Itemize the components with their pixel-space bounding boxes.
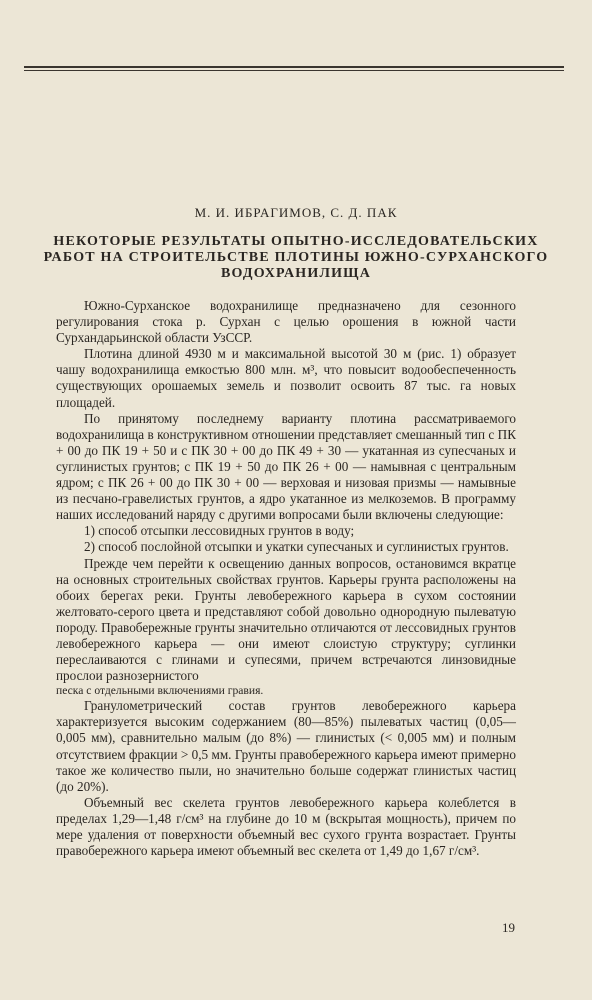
header-rule-thin: [24, 70, 564, 71]
header-rule: [24, 66, 564, 68]
paragraph-3: По принятому последнему варианту плотина рассматриваемого водохранилища в конструктивном отношении представляет смешанный тип с ПК + 00 до ПК 19 + 50 и с ПК 30 + 00 до ПК 49 + 30 — укатанная из супесчаных и суглинистых грунтов; с ПК 19 + 50 до ПК 26 + 00 — намывная с центральным ядром; с ПК 26 + 00 до ПК 30 + 00 — верховая и низовая призмы — намывные из песчано-гравелистых грунтов, а ядро укатанное из мелкоземов. В программу наших исследований наряду с другими вопросами были включены следующие:: [56, 410, 516, 523]
paragraph-4-small: песка с отдельными включениями гравия.: [56, 684, 264, 698]
authors: М. И. ИБРАГИМОВ, С. Д. ПАК: [194, 205, 398, 220]
page-number: 19: [502, 920, 515, 935]
title-line-2: РАБОТ НА СТРОИТЕЛЬСТВЕ ПЛОТИНЫ ЮЖНО-СУРХАНСКОГО: [43, 250, 549, 265]
list-item-2: 2) способ послойной отсыпки и укатки супесчаных и суглинистых грунтов.: [84, 539, 509, 555]
paragraph-4: Прежде чем перейти к освещению данных вопросов, остановимся вкратце на основных строительных свойствах грунтов. Карьеры грунта расположены на обоих берегах реки. Грунты левобережного карьера в сухом состоянии желтовато-серого цвета и представляют собой довольно однородную пылеватую породу. Правобережные грунты значительно отличаются от лессовидных грунтов левобережного карьера — они имеют слоистую структуру; суглинки переслаиваются с глинами и супесями, причем встречаются линзовидные прослои разнозернистого: [56, 555, 516, 684]
article-title: [40, 234, 552, 282]
paragraph-5: Гранулометрический состав грунтов левобережного карьера характеризуется высоким содержанием (80—85%) пылеватых частиц (0,05—0,005 мм), сравнительно малым (до 8%) — глинистых (< 0,005 мм) и полным отсутствием фракции > 0,5 мм. Грунты правобережного карьера имеют примерно такое же количество пыли, но значительно больше содержат глинистых частиц (до 20%).: [56, 698, 516, 794]
paragraph-6: Объемный вес скелета грунтов левобережного карьера колеблется в пределах 1,29—1,48 г/см³ на глубине до 10 м (вскрытая мощность), причем по мере удаления от поверхности объемный вес сухого грунта возрастает. Грунты правобережного карьера имеют объемный вес скелета от 1,49 до 1,67 г/см³.: [56, 794, 516, 859]
paragraph-1: Южно-Сурханское водохранилище предназначено для сезонного регулирования стока р. Сурхан с целью орошения в южной части Сурхандарьинской области УзССР.: [56, 298, 516, 346]
paragraph-2: Плотина длиной 4930 м и максимальной высотой 30 м (рис. 1) образует чашу водохранилища емкостью 800 млн. м³, что повысит водообеспеченность существующих орошаемых земель и позволит освоить 87 тыс. га новых площадей.: [56, 346, 516, 410]
list-item-1: 1) способ отсыпки лессовидных грунтов в воду;: [84, 523, 355, 539]
title-line-1: НЕКОТОРЫЕ РЕЗУЛЬТАТЫ ОПЫТНО-ИССЛЕДОВАТЕЛЬСКИХ: [53, 234, 539, 249]
title-line-3: ВОДОХРАНИЛИЩА: [220, 266, 372, 281]
article-body: [56, 298, 516, 859]
